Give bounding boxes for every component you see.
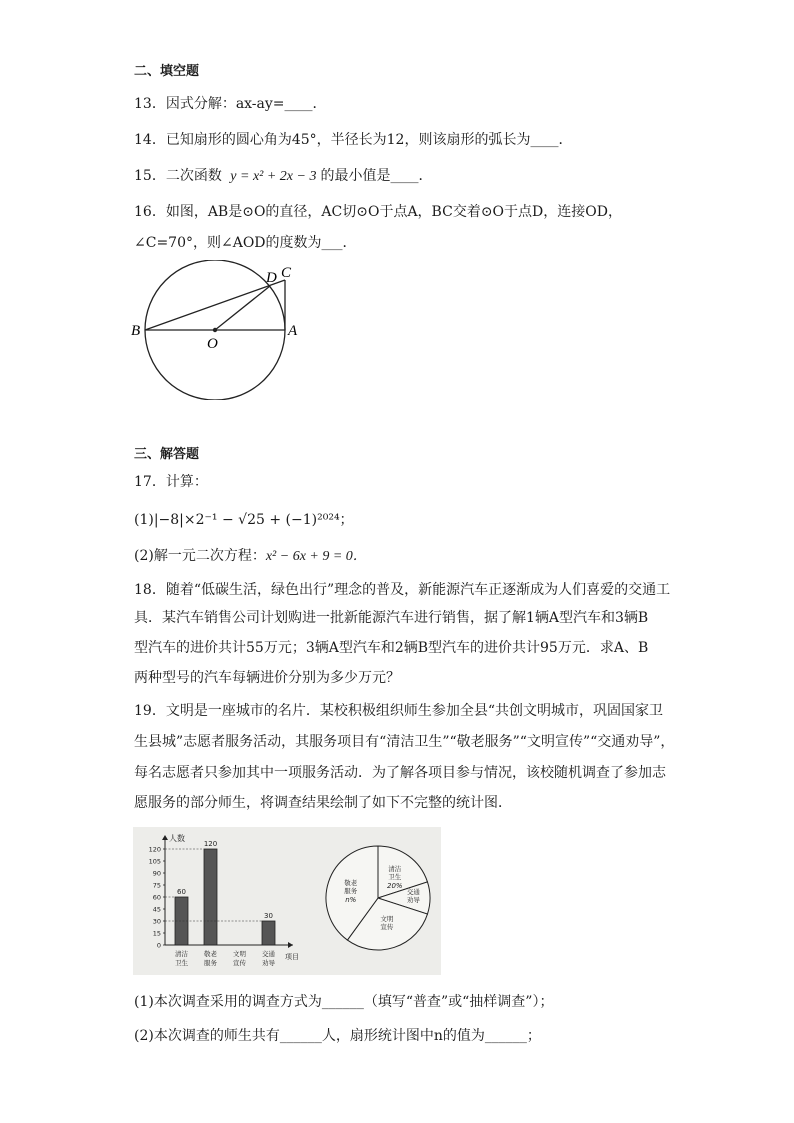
pie-slice-label: 劝导 [406,896,420,904]
pie-chart [323,843,433,953]
question-15-suffix: 的最小值是____． [320,168,433,184]
bar-value-label: 120 [203,840,218,848]
question-18-line-2: 具．某汽车销售公司计划购进一批新能源汽车进行销售，据了解1辆A型汽车和3辆B [134,610,649,626]
y-tick-label: 60 [152,893,161,902]
question-15 [134,166,432,187]
question-19-line-1: 19．文明是一座城市的名片．某校积极组织师生参加全县“共创文明城市，巩固国家卫 [134,703,663,719]
pie-slice-label: 敬老 [344,879,358,888]
question-14: 14．已知扇形的圆心角为45°，半径长为12，则该扇形的弧长为____． [134,132,573,148]
pie-slice-label: 服务 [344,887,358,896]
question-17-part-2-prefix: (2)解一元二次方程： [134,548,266,564]
pie-slice-label: 宣传 [380,923,394,932]
bar-value-label: 60 [177,888,186,896]
question-15-formula: y = x² + 2x − 3 [230,169,317,184]
pie-slice-label: 卫生 [388,872,402,881]
bar [262,921,275,945]
y-tick-label: 0 [156,941,161,950]
question-16-line-1: 16．如图，AB是⊙O的直径，AC切⊙O于点A，BC交着⊙O于点D，连接OD， [134,204,622,220]
question-18-line-3: 型汽车的进价共计55万元；3辆A型汽车和2辆B型汽车的进价共计95万元．求A、B [134,640,649,656]
question-17-part-2 [134,546,367,567]
x-tick-label: 文明 [233,950,246,958]
x-tick-label: 清洁 [175,950,188,958]
y-tick-label: 75 [152,881,161,890]
section-heading-fill: 二、填空题 [134,64,200,79]
question-18-line-4: 两种型号的汽车每辆进价分别为多少万元？ [134,670,400,686]
segment-od [215,286,270,330]
x-axis-arrow [288,942,293,948]
bar [204,849,217,945]
pie-slice-value-label: 20% [387,881,403,890]
label-c: C [281,265,292,281]
label-a: A [288,323,298,339]
question-19-line-3: 每名志愿者只参加其中一项服务活动．为了解各项目参与情况，该校随机调查了参加志 [134,765,666,781]
center-point [213,328,217,332]
label-d: D [266,270,277,286]
question-15-prefix: 15．二次函数 [134,168,222,184]
circle-figure [125,260,315,400]
question-17-part-1: (1)|−8|×2⁻¹ − √25 + (−1)²⁰²⁴； [134,512,354,528]
pie-slice-label: 交通 [406,888,420,896]
segment-bc [145,280,285,330]
x-tick-label: 交通 [262,950,275,958]
pie-slice-label: 清洁 [388,864,402,873]
y-axis-arrow [162,835,168,840]
question-19-part-2: (2)本次调查的师生共有______人，扇形统计图中n的值为______； [134,1028,541,1044]
y-tick-label: 45 [152,905,161,914]
y-axis-title: 人数 [169,834,185,843]
statistics-figure [133,827,441,975]
label-o: O [207,336,218,352]
x-tick-label: 卫生 [175,959,188,967]
question-13: 13．因式分解：ax-ay=____． [134,96,327,112]
pie-slice-value-label: n% [345,896,357,905]
question-17-part-2-formula: x² − 6x + 9 = 0． [265,549,367,564]
label-b: B [131,323,141,339]
question-18-line-1: 18．随着“低碳生活，绿色出行”理念的普及，新能源汽车正逐渐成为人们喜爱的交通工 [134,582,671,598]
y-tick-label: 120 [148,845,161,854]
y-tick-label: 105 [148,857,161,866]
question-16-line-2: ∠C=70°，则∠AOD的度数为___． [134,235,357,251]
question-19-line-2: 生县城”志愿者服务活动，其服务项目有“清洁卫生”“敬老服务”“文明宣传”“交通劝导”， [134,734,675,750]
y-tick-label: 90 [152,869,161,878]
x-tick-label: 劝导 [262,959,275,967]
x-tick-label: 服务 [204,959,217,967]
x-tick-label: 宣传 [233,959,246,967]
pie-slice-label: 文明 [380,915,394,924]
question-17: 17．计算： [134,474,208,490]
y-tick-label: 30 [152,917,161,926]
question-19-part-1: (1)本次调查采用的调查方式为______（填写“普查”或“抽样调查”）； [134,994,554,1010]
question-19-line-4: 愿服务的部分师生，将调查结果绘制了如下不完整的统计图． [134,795,512,811]
section-heading-answer: 三、解答题 [134,447,200,462]
x-tick-label: 敬老 [204,950,217,958]
bar-value-label: 30 [264,912,273,920]
y-tick-label: 15 [152,929,161,938]
x-axis-title: 项目 [285,953,299,961]
